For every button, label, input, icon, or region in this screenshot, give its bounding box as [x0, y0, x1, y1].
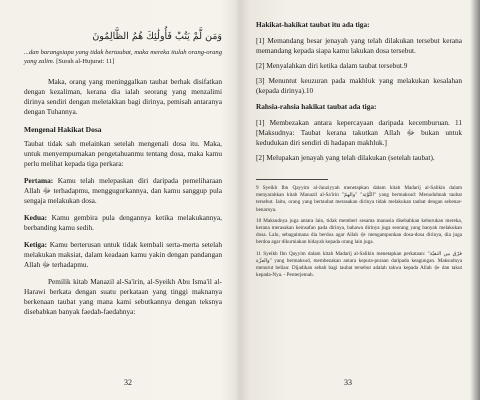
page-number: 32 — [124, 378, 132, 387]
section-heading: Hakikat-hakikat taubat itu ada tiga: — [256, 20, 370, 29]
paragraph-2: Taubat tidak sah melainkan setelah mengenali dosa itu. Maka, untuk menyempurnakan pengetahuanmu tentang dosa, maka kamu perlu melihat kepada tiga perkara: — [24, 138, 222, 168]
footnote: 9 Syeikh Ibn Qayyim al-Jauziyyah menetapkan dalam kitab Madarij al-Salikin dalam menyarahkan kitab Manazil al-Sa'irin "التَّوْبَة" "والهمّ" yang bermaksud: Menuduhnah taubat tersebut. Iaitu, orang yang bertaubat merasakan dirinya tidak melakukan taubat dengan sebenar-benarnya. — [256, 185, 462, 213]
footnote: 10 Maksudnya juga antara lain, tidak memberi sesama manusia disebabkan keburukan mereka, kerana merasakan keinsafan pada dirinya, bahawa dirinya juga seorang yang banyak melakukan dosa. Lalu, sebagaimana dia berdoa agar Allah ﷻ mengampunkan dosa-dosa dirinya, dia juga berdoa agar dikurniakan hidayah kepada orang lain juga. — [256, 217, 462, 246]
right-page-content — [256, 20, 462, 283]
list-item — [24, 213, 222, 233]
left-page-content — [24, 30, 222, 317]
list-item: [1] Membezakan antara kepercayaan daripada kecemburuan. 11 [Maksudnya: Taubat kerana takutkan Allah ﷻ bukan untuk kedudukan diri sendiri di hadapan makhluk.] — [256, 118, 462, 147]
item-text: Kamu telah melepaskan diri daripada pemeliharaan Allah ﷻ terhadapmu, menggugurkannya, dan kamu sanggup pula sengaja melakukan dosa. — [24, 175, 222, 205]
section-heading: Mengenal Hakikat Dosa — [24, 124, 102, 134]
footnote: 11 Syeikh Ibn Qayyim dalam kitab Madarij al-Salikin menetapkan perkataan: "فرّق بين التقيّة والعزّة" yang bermaksud, membezakan antara kepura-puraan daripada keagungan. Maksudnya menurut beliau: Dijadikan sebab bagi taubat tersebut adalah takwa kepada Allah ﷻ dan takut kepada-Nya. - Penterjemah. — [256, 250, 462, 279]
quran-verse: وَمَن لَّمْ يَتُبْ فَأُولَٰئِكَ هُمُ الظَّالِمُونَ — [92, 31, 222, 42]
paragraph-1: Maka, orang yang meninggalkan taubat berhak disifatkan dengan kezaliman, kerana dia ialah seorang yang menzalimi dirinya sendiri dengan meletakkan bagi dirinya, pemisah antaranya dengan Tuhannya. — [24, 76, 222, 116]
item-text: Kamu berterusan untuk tidak kembali serta-merta setelah melakukan maksiat, dalam keadaan kamu yakin dengan pandangan Allah ﷻ terhadapmu. — [24, 239, 222, 269]
list-item: [2] Melupakan jenayah yang telah dilakukan (setelah taubat). — [256, 153, 435, 162]
page-edge-shadow — [470, 0, 480, 400]
verse-translation — [24, 48, 222, 67]
page-number: 33 — [344, 378, 352, 387]
paragraph-3: Pemilik kitab Manazil al-Sa'irin, al-Syeikh Abu Isma'il al-Harawi berkata dengan suatu perkataan yang tinggi maknanya berkenaan taubat yang mana kami sebutkannya dengan teksnya disebabkan banyak faedah-faedahnya: — [24, 276, 222, 316]
list-item: [1] Memandang besar jenayah yang telah dilakukan tersebut kerana memandang kepada siapa kamu lakukan dosa tersebut. — [256, 36, 462, 55]
item-text: Kamu gembira pula dengannya ketika melakukannya, berbanding kamu sedih. — [24, 212, 222, 232]
right-page — [242, 0, 480, 400]
section-heading: Rahsia-rahsia hakikat taubat ada tiga: — [256, 102, 377, 111]
item-term: Pertama: — [24, 175, 54, 185]
left-page — [0, 0, 236, 400]
translation-text: ...dan barangsiapa yang tidak bertaubat, maka mereka itulah orang-orang yang zalim. — [24, 49, 222, 66]
list-item: [2] Menyalahkan diri ketika dalam taubat tersebut.9 — [256, 61, 408, 70]
list-item — [24, 176, 222, 206]
list-item: [3] Menuntut keuzuran pada makhluk yang melakukan kesalahan (kepada dirinya).10 — [256, 76, 462, 95]
verse-source: [Surah al-Hujurat: 11] — [56, 58, 115, 66]
footnote-divider — [256, 179, 328, 180]
item-term: Ketiga: — [24, 239, 48, 249]
item-term: Kedua: — [24, 212, 48, 222]
list-item — [24, 240, 222, 270]
